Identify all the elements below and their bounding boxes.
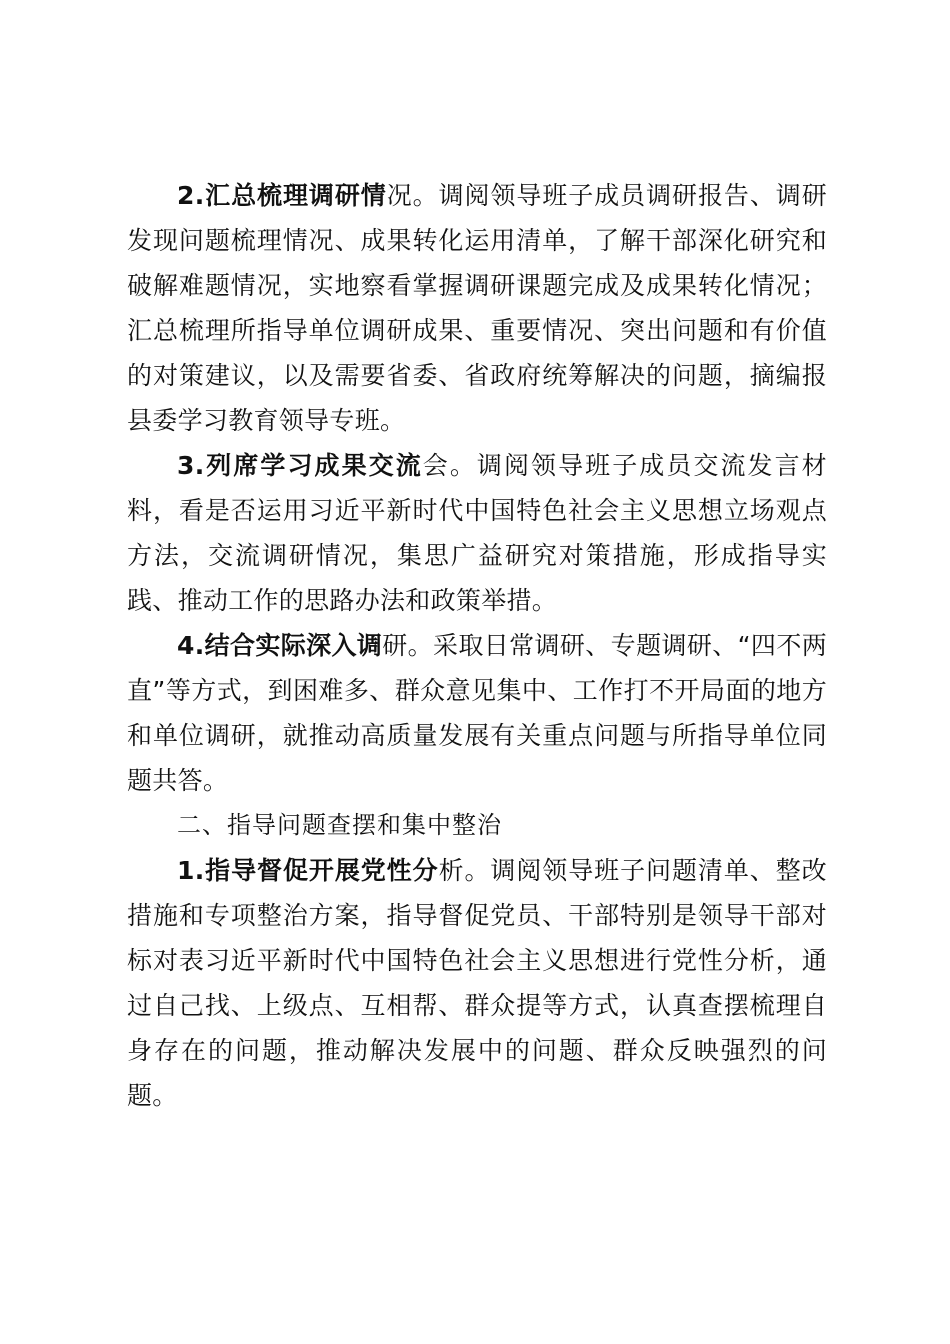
paragraph-in-depth-research <box>127 623 827 803</box>
paragraph-lead: 2.汇总梳理调研情 <box>177 181 387 210</box>
paragraph-party-spirit-analysis <box>127 848 827 1118</box>
paragraph-lead: 4.结合实际深入调 <box>177 631 383 660</box>
paragraph-text: 析。调阅领导班子问题清单、整改措施和专项整治方案，指导督促党员、干部特别是领导干部对标对表习近平新时代中国特色社会主义思想进行党性分析，通过自己找、上级点、互相帮、群众提等方式，认真查摆梳理自身存在的问题，推动解决发展中的问题、群众反映强烈的问题。 <box>127 856 827 1110</box>
paragraph-attend-exchange-meeting <box>127 443 827 623</box>
paragraph-lead: 3.列席学习成果交流 <box>177 451 423 480</box>
paragraph-summarize-research <box>127 173 827 443</box>
paragraph-lead: 1.指导督促开展党性分 <box>177 856 439 885</box>
paragraph-text: 研。采取日常调研、专题调研、“四不两直”等方式，到困难多、群众意见集中、工作打不开局面的地方和单位调研，就推动高质量发展有关重点问题与所指导单位同题共答。 <box>127 631 827 795</box>
document-body <box>127 173 827 1118</box>
paragraph-text: 况。调阅领导班子成员调研报告、调研发现问题梳理情况、成果转化运用清单，了解干部深化研究和破解难题情况，实地察看掌握调研课题完成及成果转化情况；汇总梳理所指导单位调研成果、重要情况、突出问题和有价值的对策建议，以及需要省委、省政府统筹解决的问题，摘编报县委学习教育领导专班。 <box>127 181 828 435</box>
paragraph-text: 会。调阅领导班子成员交流发言材料，看是否运用习近平新时代中国特色社会主义思想立场观点方法，交流调研情况，集思广益研究对策措施，形成指导实践、推动工作的思路办法和政策举措。 <box>127 451 827 615</box>
section-heading: 二、指导问题查摆和集中整治 <box>177 811 502 839</box>
